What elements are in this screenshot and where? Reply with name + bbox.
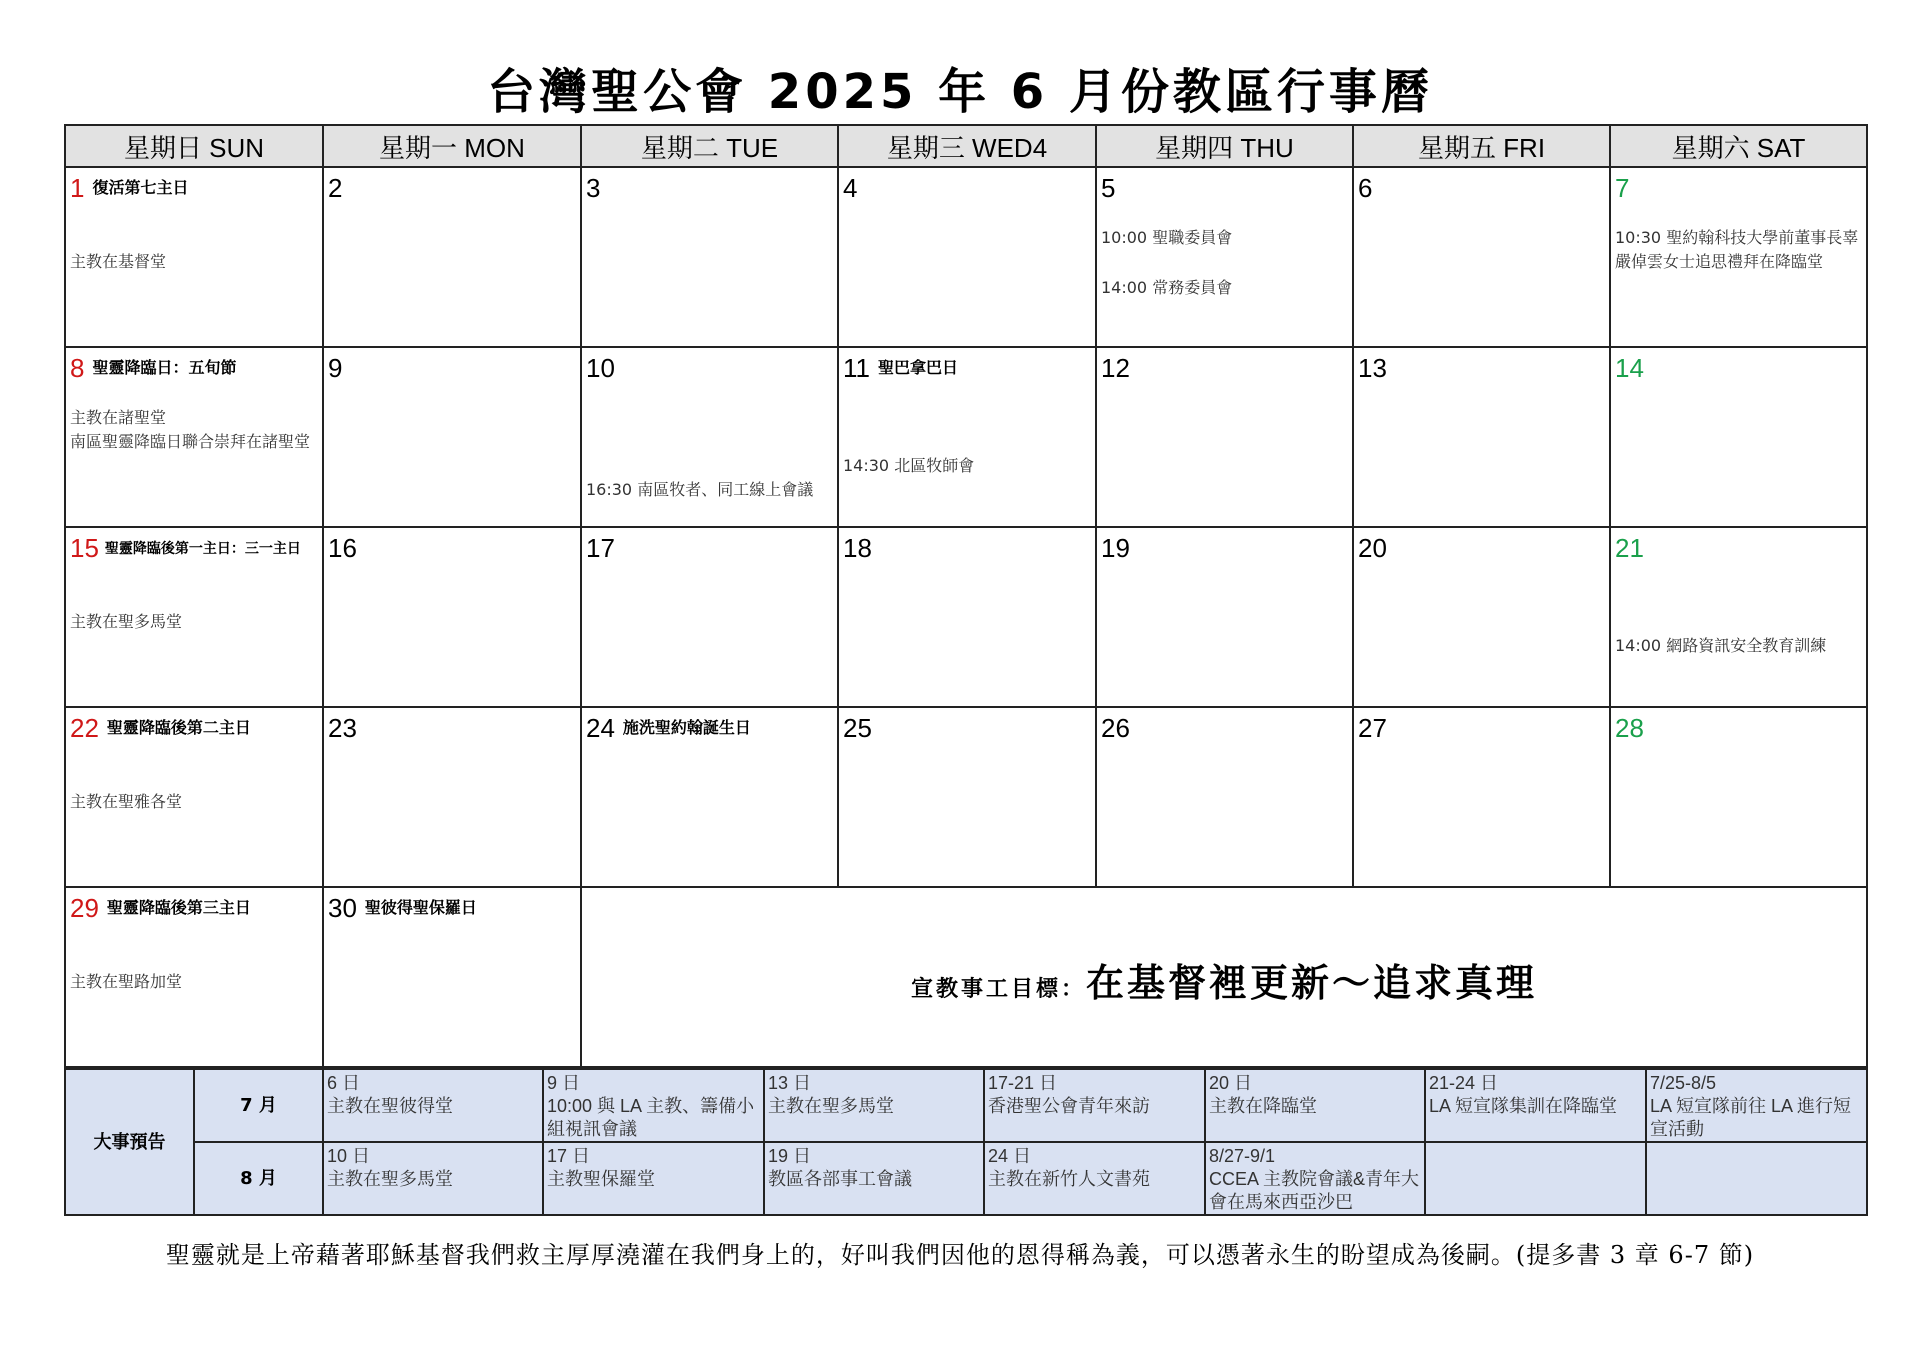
event-text: 南區聖靈降臨日聯合崇拜在諸聖堂	[70, 432, 311, 451]
day-number: 20	[1358, 533, 1387, 563]
event-text: 主教在聖多馬堂	[70, 612, 183, 631]
event-text: 16:30 南區牧者、同工線上會議	[586, 480, 814, 499]
day-cell[interactable]	[65, 527, 323, 707]
day-number: 1 復活第七主日	[70, 173, 189, 203]
feast-label: 聖靈降臨後第三主日	[106, 898, 251, 917]
preview-item: 17 日 主教聖保羅堂	[543, 1142, 764, 1215]
day-number: 27	[1358, 713, 1387, 743]
preview-row-august	[65, 1142, 1867, 1215]
day-cell[interactable]	[1353, 527, 1610, 707]
feast-label: 聖巴拿巴日	[878, 358, 959, 377]
day-number: 14	[1615, 353, 1644, 383]
weekday-header: 星期六 SAT	[1610, 125, 1867, 167]
preview-item: 13 日 主教在聖多馬堂	[764, 1069, 984, 1142]
day-number: 21	[1615, 533, 1644, 563]
preview-label: 大事預告	[65, 1069, 194, 1215]
day-cell[interactable]	[323, 887, 581, 1067]
day-cell[interactable]	[323, 347, 581, 527]
week-row	[65, 167, 1867, 347]
day-number: 7	[1615, 173, 1630, 203]
weekday-header: 星期三 WED4	[838, 125, 1096, 167]
week-row	[65, 707, 1867, 887]
day-cell[interactable]	[581, 167, 838, 347]
day-cell[interactable]	[323, 707, 581, 887]
day-cell[interactable]	[65, 887, 323, 1067]
day-number: 4	[843, 173, 858, 203]
day-number: 5	[1101, 173, 1116, 203]
week-row	[65, 527, 1867, 707]
day-cell[interactable]	[1096, 707, 1353, 887]
day-cell[interactable]	[838, 527, 1096, 707]
day-number: 10	[586, 353, 615, 383]
day-number: 6	[1358, 173, 1373, 203]
feast-label: 聖靈降臨後第一主日：三一主日	[104, 541, 301, 557]
day-number: 30 聖彼得聖保羅日	[328, 893, 477, 923]
week-row	[65, 347, 1867, 527]
day-number: 28	[1615, 713, 1644, 743]
preview-item	[1646, 1142, 1867, 1215]
week-row	[65, 887, 1867, 1067]
day-cell[interactable]	[1096, 527, 1353, 707]
mission-statement-cell	[581, 887, 1867, 1067]
day-number: 3	[586, 173, 601, 203]
day-number: 29 聖靈降臨後第三主日	[70, 893, 251, 923]
day-number: 12	[1101, 353, 1130, 383]
calendar-grid	[64, 124, 1868, 1068]
weekday-header: 星期二 TUE	[581, 125, 838, 167]
day-cell[interactable]	[1353, 707, 1610, 887]
weekday-header: 星期五 FRI	[1353, 125, 1610, 167]
day-cell[interactable]	[1096, 167, 1353, 347]
day-cell[interactable]	[1610, 347, 1867, 527]
day-number: 25	[843, 713, 872, 743]
feast-label: 復活第七主日	[92, 178, 189, 197]
day-cell[interactable]	[581, 347, 838, 527]
event-text: 主教在聖路加堂	[70, 972, 183, 991]
event-text: 主教在基督堂	[70, 252, 167, 271]
day-cell[interactable]	[65, 347, 323, 527]
day-number: 15 聖靈降臨後第一主日：三一主日	[70, 533, 301, 563]
feast-label: 施洗聖約翰誕生日	[622, 718, 751, 737]
day-number: 16	[328, 533, 357, 563]
weekday-header: 星期四 THU	[1096, 125, 1353, 167]
day-number: 23	[328, 713, 357, 743]
day-cell[interactable]	[323, 167, 581, 347]
day-cell[interactable]	[323, 527, 581, 707]
day-number: 18	[843, 533, 872, 563]
day-cell[interactable]	[581, 527, 838, 707]
preview-item: 20 日 主教在降臨堂	[1205, 1069, 1425, 1142]
event-text: 14:30 北區牧師會	[843, 456, 975, 475]
preview-item	[1425, 1142, 1646, 1215]
day-number: 22 聖靈降臨後第二主日	[70, 713, 251, 743]
day-cell[interactable]	[581, 707, 838, 887]
mission-text: 在基督裡更新～追求真理	[1086, 960, 1538, 1005]
day-number: 17	[586, 533, 615, 563]
preview-item: 19 日 教區各部事工會議	[764, 1142, 984, 1215]
preview-item: 8/27-9/1 CCEA 主教院會議&青年大會在馬來西亞沙巴	[1205, 1142, 1425, 1215]
page-title: 台灣聖公會 2025 年 6 月份教區行事曆	[487, 64, 1433, 120]
day-number: 19	[1101, 533, 1130, 563]
day-number: 2	[328, 173, 343, 203]
feast-label: 聖靈降臨後第二主日	[106, 718, 251, 737]
preview-row-july	[65, 1069, 1867, 1142]
event-text: 主教在諸聖堂	[70, 408, 167, 427]
day-number: 8 聖靈降臨日：五旬節	[70, 353, 237, 383]
preview-item: 21-24 日 LA 短宣隊集訓在降臨堂	[1425, 1069, 1646, 1142]
event-text: 14:00 網路資訊安全教育訓練	[1615, 636, 1827, 655]
day-cell[interactable]	[65, 167, 323, 347]
preview-month: 8 月	[194, 1142, 323, 1215]
day-cell[interactable]	[838, 707, 1096, 887]
mission-label: 宣教事工目標：	[910, 976, 1086, 1002]
day-cell[interactable]	[1096, 347, 1353, 527]
weekday-header: 星期一 MON	[323, 125, 581, 167]
scripture-verse: 聖靈就是上帝藉著耶穌基督我們救主厚厚澆灌在我們身上的，好叫我們因他的恩得稱為義，可以憑著永生的盼望成為後嗣。(提多書 3 章 6-7 節)	[165, 1241, 1755, 1269]
day-number: 11 聖巴拿巴日	[843, 353, 959, 383]
preview-item: 7/25-8/5 LA 短宣隊前往 LA 進行短宣活動	[1646, 1069, 1867, 1142]
event-text: 10:00 聖職委員會	[1101, 228, 1233, 247]
weekday-header: 星期日 SUN	[65, 125, 323, 167]
preview-month: 7 月	[194, 1069, 323, 1142]
event-text: 10:30 聖約翰科技大學前董事長辜嚴倬雲女士追思禮拜在降臨堂	[1615, 228, 1859, 271]
feast-label: 聖靈降臨日：五旬節	[92, 358, 237, 377]
day-number: 26	[1101, 713, 1130, 743]
day-cell[interactable]	[838, 347, 1096, 527]
day-number: 24 施洗聖約翰誕生日	[586, 713, 751, 743]
day-cell[interactable]	[1353, 347, 1610, 527]
day-number: 13	[1358, 353, 1387, 383]
weekday-header-row	[65, 125, 1867, 167]
feast-label: 聖彼得聖保羅日	[364, 898, 477, 917]
preview-item: 10 日 主教在聖多馬堂	[323, 1142, 543, 1215]
day-cell[interactable]	[1610, 527, 1867, 707]
event-text: 主教在聖雅各堂	[70, 792, 183, 811]
preview-item: 24 日 主教在新竹人文書苑	[984, 1142, 1205, 1215]
day-cell[interactable]	[1353, 167, 1610, 347]
day-cell[interactable]	[65, 707, 323, 887]
day-cell[interactable]	[1610, 167, 1867, 347]
preview-item: 6 日 主教在聖彼得堂	[323, 1069, 543, 1142]
preview-item: 9 日 10:00 與 LA 主教、籌備小組視訊會議	[543, 1069, 764, 1142]
day-cell[interactable]	[1610, 707, 1867, 887]
upcoming-events-table	[64, 1068, 1868, 1216]
mission-statement	[582, 952, 1866, 1007]
event-text: 14:00 常務委員會	[1101, 278, 1233, 297]
day-number: 9	[328, 353, 343, 383]
day-cell[interactable]	[838, 167, 1096, 347]
preview-item: 17-21 日 香港聖公會青年來訪	[984, 1069, 1205, 1142]
